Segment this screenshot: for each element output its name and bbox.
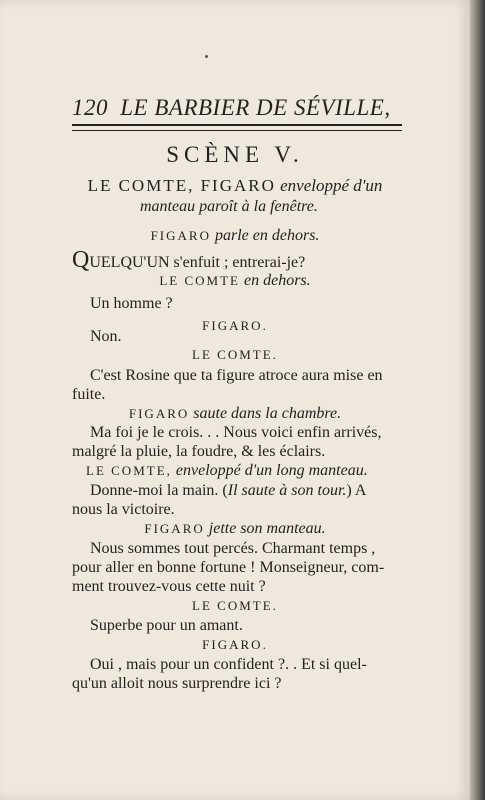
inline-direction: Il saute à son tour. <box>227 482 347 499</box>
speaker-name: FIGARO. <box>202 318 268 333</box>
speaker-line <box>86 462 368 480</box>
speaker-name: LE COMTE, <box>86 463 172 478</box>
speaker-name: FIGARO <box>128 406 190 421</box>
speech-text: Ma foi je le crois. . . Nous voici enfin arrivés, <box>90 424 382 441</box>
speech-text: fuite. <box>72 386 106 403</box>
stage-direction: parle en dehors. <box>214 227 320 244</box>
stage-direction: enveloppé d'un long manteau. <box>175 462 368 479</box>
cast-direction-1: enveloppé d'un <box>280 176 383 195</box>
stage-direction: saute dans la chambre. <box>193 405 342 422</box>
page-number: 120 <box>72 95 108 120</box>
speech-text: pour aller en bonne fortune ! Monseigneur, com- <box>72 559 385 576</box>
drop-initial: Q <box>72 247 90 273</box>
speaker-name: LE COMTE <box>159 273 240 288</box>
header-rule <box>72 124 402 131</box>
speaker-line <box>0 227 470 245</box>
scene-title: SCÈNE V. <box>166 142 304 167</box>
speaker-name: FIGARO <box>150 228 211 243</box>
speaker-line <box>0 405 470 423</box>
speaker-name: FIGARO <box>144 521 205 536</box>
speech-part: ) A <box>346 482 367 499</box>
speech-text <box>90 482 366 500</box>
running-title: LE BARBIER DE SÉVILLE, <box>120 95 391 120</box>
cast-names: LE COMTE, FIGARO <box>87 176 276 195</box>
speech-part: Donne-moi la main. ( <box>90 482 228 499</box>
speech-text: qu'un alloit nous surprendre ici ? <box>72 675 282 692</box>
speaker-line <box>0 520 470 538</box>
speaker-name: FIGARO. <box>202 637 268 652</box>
speaker-name: LE COMTE. <box>192 598 278 613</box>
ink-speck <box>205 55 208 58</box>
speech-text: Un homme ? <box>90 295 173 312</box>
speech-text: Nous sommes tout percés. Charmant temps , <box>90 540 376 557</box>
page-edge-shadow <box>470 0 485 800</box>
speech-text: Superbe pour un amant. <box>90 617 243 634</box>
speech-text: Non. <box>90 328 122 345</box>
speech-text: ment trouvez-vous cette nuit ? <box>72 578 266 595</box>
speech-text: C'est Rosine que ta figure atroce aura mise en <box>90 367 383 384</box>
cast-line <box>0 176 470 196</box>
speaker-name: LE COMTE. <box>192 347 278 362</box>
stage-direction: jette son manteau. <box>208 520 326 537</box>
speech-text: malgré la pluie, la foudre, & les éclairs. <box>72 443 326 460</box>
stage-direction: en dehors. <box>243 272 311 289</box>
speech-text: Oui , mais pour un confident ?. . Et si quel- <box>90 656 367 673</box>
speech-text <box>72 247 305 274</box>
speech-rest: UELQU'UN s'enfuit ; entrerai-je? <box>89 254 306 271</box>
running-header <box>72 95 392 121</box>
speech-text: nous la victoire. <box>72 501 175 518</box>
cast-direction-2: manteau paroît à la fenêtre. <box>140 198 318 215</box>
speaker-line <box>0 272 470 290</box>
